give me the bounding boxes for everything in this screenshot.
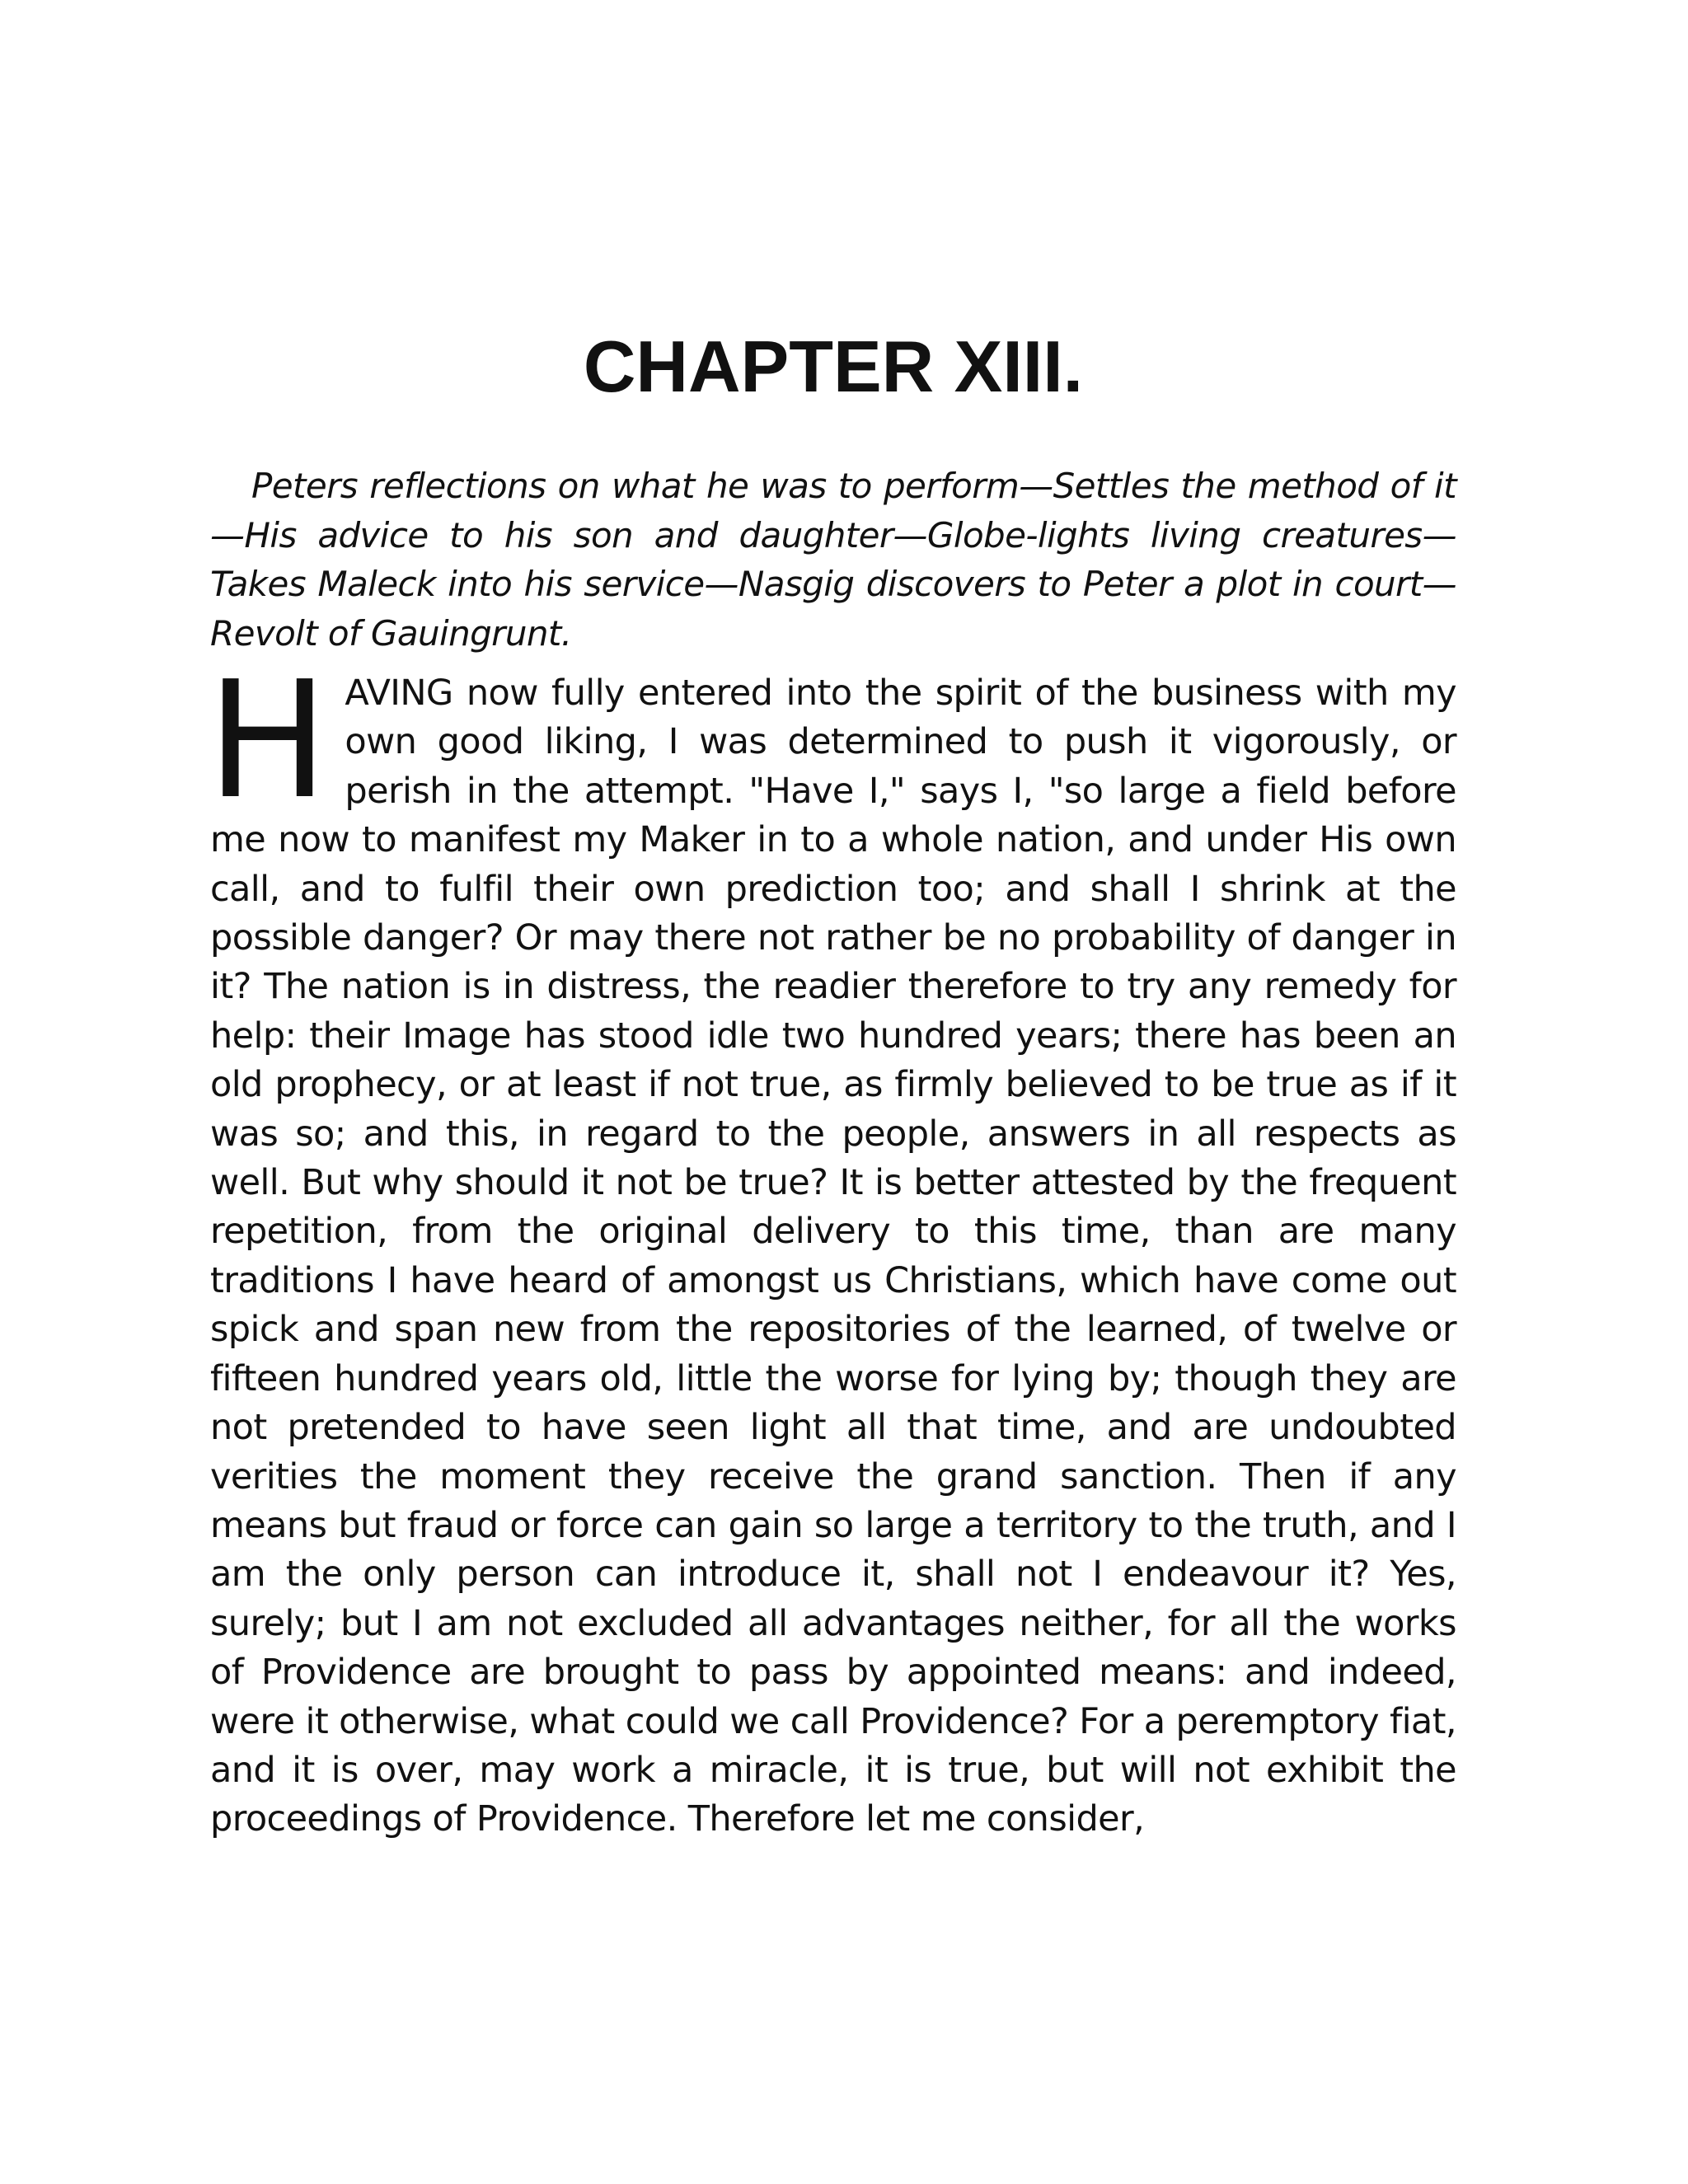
drop-cap: H: [207, 647, 329, 835]
chapter-synopsis: Peters reflections on what he was to perform—Settles the method of it—His advice to his son and daughter—Globe-lights living creatures—Takes Maleck into his service—Nasgig discovers to Peter a plot in court—Revolt of Gauingrunt.: [210, 466, 1456, 654]
body-paragraph: [207, 647, 1457, 1844]
chapter-title: CHAPTER XIII.: [583, 326, 1084, 407]
body-paragraph-text: AVING now fully entered into the spirit of the business with my own good liking, I was determined to push it vigorously, or perish in the attempt. "Have I," says I, "so large a field before me now to manifest my Maker in to a whole nation, and under His own call, and to fulfil their own prediction too; and shall I shrink at the possible danger? Or may there not rather be no probability of danger in it? The nation is in distress, the readier therefore to try any remedy for help: their Image has stood idle two hundred years; there has been an old prophecy, or at least if not true, as firmly believed to be true as if it was so; and this, in regard to the people, answers in all respects as well. But why should it not be true? It is better attested by the frequent repetition, from the original delivery to this time, than are many traditions I have heard of amongst us Christians, which have come out spick and span new from the repositories of the learned, of twelve or fifteen hundred years old, little the worse for lying by; though they are not pretended to have seen light all that time, and are undoubted verities the moment they receive the grand sanction. Then if any means but fraud or force can gain so large a territory to the truth, and I am the only person can introduce it, shall not I endeavour it? Yes, surely; but I am not excluded all advantages neither, for all the works of Providence are brought to pass by appointed means: and indeed, were it otherwise, what could we call Providence? For a peremptory fiat, and it is over, may work a miracle, it is true, but will not exhibit the proceedings of Providence. Therefore let me consider,: [210, 673, 1457, 1840]
book-page: [207, 0, 1457, 2184]
